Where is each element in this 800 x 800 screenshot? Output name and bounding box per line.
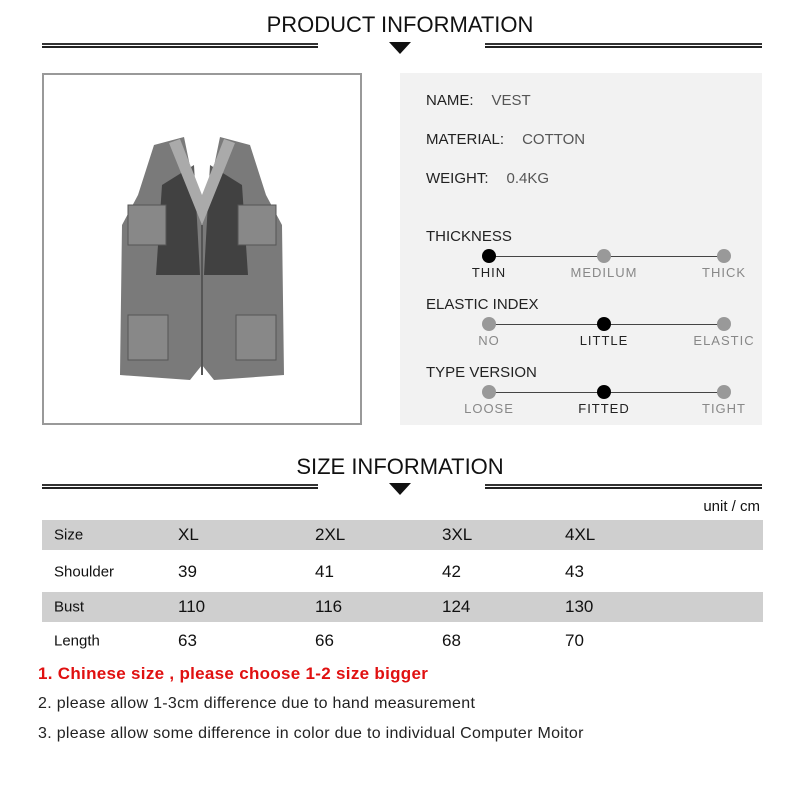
scale-dot <box>717 249 731 263</box>
scale-title: ELASTIC INDEX <box>426 296 539 313</box>
row-label: Shoulder <box>54 563 115 581</box>
size-info-title: SIZE INFORMATION <box>296 454 504 479</box>
table-cell: 39 <box>178 562 197 581</box>
scale-option: THICK <box>702 265 746 280</box>
attr-value: VEST <box>491 92 531 109</box>
table-cell: 2XL <box>315 525 346 544</box>
scale-dot <box>482 249 496 263</box>
table-cell: 3XL <box>442 525 473 544</box>
note-3: 3. please allow some difference in color due to individual Computer Moitor <box>38 725 584 742</box>
attr-label: WEIGHT: <box>426 170 489 187</box>
scale-dot <box>597 317 611 331</box>
table-cell: 43 <box>565 562 584 581</box>
table-cell: 70 <box>565 631 584 650</box>
attr-value: 0.4KG <box>506 170 550 187</box>
divider-right <box>485 484 762 489</box>
table-row <box>42 625 763 657</box>
scale-option: THIN <box>471 265 507 280</box>
product-attributes-panel <box>400 73 762 425</box>
scale-title: THICKNESS <box>426 228 512 245</box>
unit-label: unit / cm <box>703 498 760 515</box>
scale-dot <box>717 317 731 331</box>
scale-dot <box>717 385 731 399</box>
scale-option: NO <box>478 333 500 348</box>
table-cell: 41 <box>315 562 334 581</box>
down-triangle-icon <box>389 483 411 495</box>
down-triangle-icon <box>389 42 411 54</box>
scale-dot <box>597 249 611 263</box>
scale-option: LOOSE <box>464 401 514 416</box>
table-cell: 4XL <box>565 525 596 544</box>
attr-weight <box>426 170 549 187</box>
attr-value: COTTON <box>522 131 586 148</box>
table-row <box>42 592 763 622</box>
scale-dot <box>482 317 496 331</box>
table-cell: 110 <box>178 597 206 616</box>
scale-option: FITTED <box>578 401 630 416</box>
attr-name <box>426 92 531 109</box>
table-cell: 124 <box>442 597 471 616</box>
row-label: Size <box>54 526 84 544</box>
divider-left <box>42 43 318 48</box>
table-header-row <box>42 520 763 550</box>
scale-option: TIGHT <box>702 401 746 416</box>
row-label: Length <box>54 632 100 650</box>
table-cell: 130 <box>565 597 594 616</box>
note-1: 1. Chinese size , please choose 1-2 size bigger <box>38 664 429 683</box>
scale-option: ELASTIC <box>693 333 755 348</box>
attr-material <box>426 131 585 148</box>
table-row <box>42 555 763 589</box>
attr-label: MATERIAL: <box>426 131 505 148</box>
table-cell: 68 <box>442 631 461 650</box>
vest-image <box>44 75 360 423</box>
scale-title: TYPE VERSION <box>426 364 537 381</box>
row-label: Bust <box>54 598 85 616</box>
divider-right <box>485 43 762 48</box>
table-cell: 63 <box>178 631 197 650</box>
table-cell: 66 <box>315 631 334 650</box>
table-cell: 116 <box>315 597 343 616</box>
product-info-title: PRODUCT INFORMATION <box>266 12 534 37</box>
scale-option: LITTLE <box>579 333 629 348</box>
product-photo <box>42 73 362 425</box>
scale-option: MEDILUM <box>570 265 638 280</box>
note-2: 2. please allow 1-3cm difference due to hand measurement <box>38 695 476 712</box>
scale-dot <box>482 385 496 399</box>
divider-left <box>42 484 318 489</box>
table-cell: XL <box>178 525 199 544</box>
table-cell: 42 <box>442 562 461 581</box>
attr-label: NAME: <box>426 92 474 109</box>
scale-dot <box>597 385 611 399</box>
